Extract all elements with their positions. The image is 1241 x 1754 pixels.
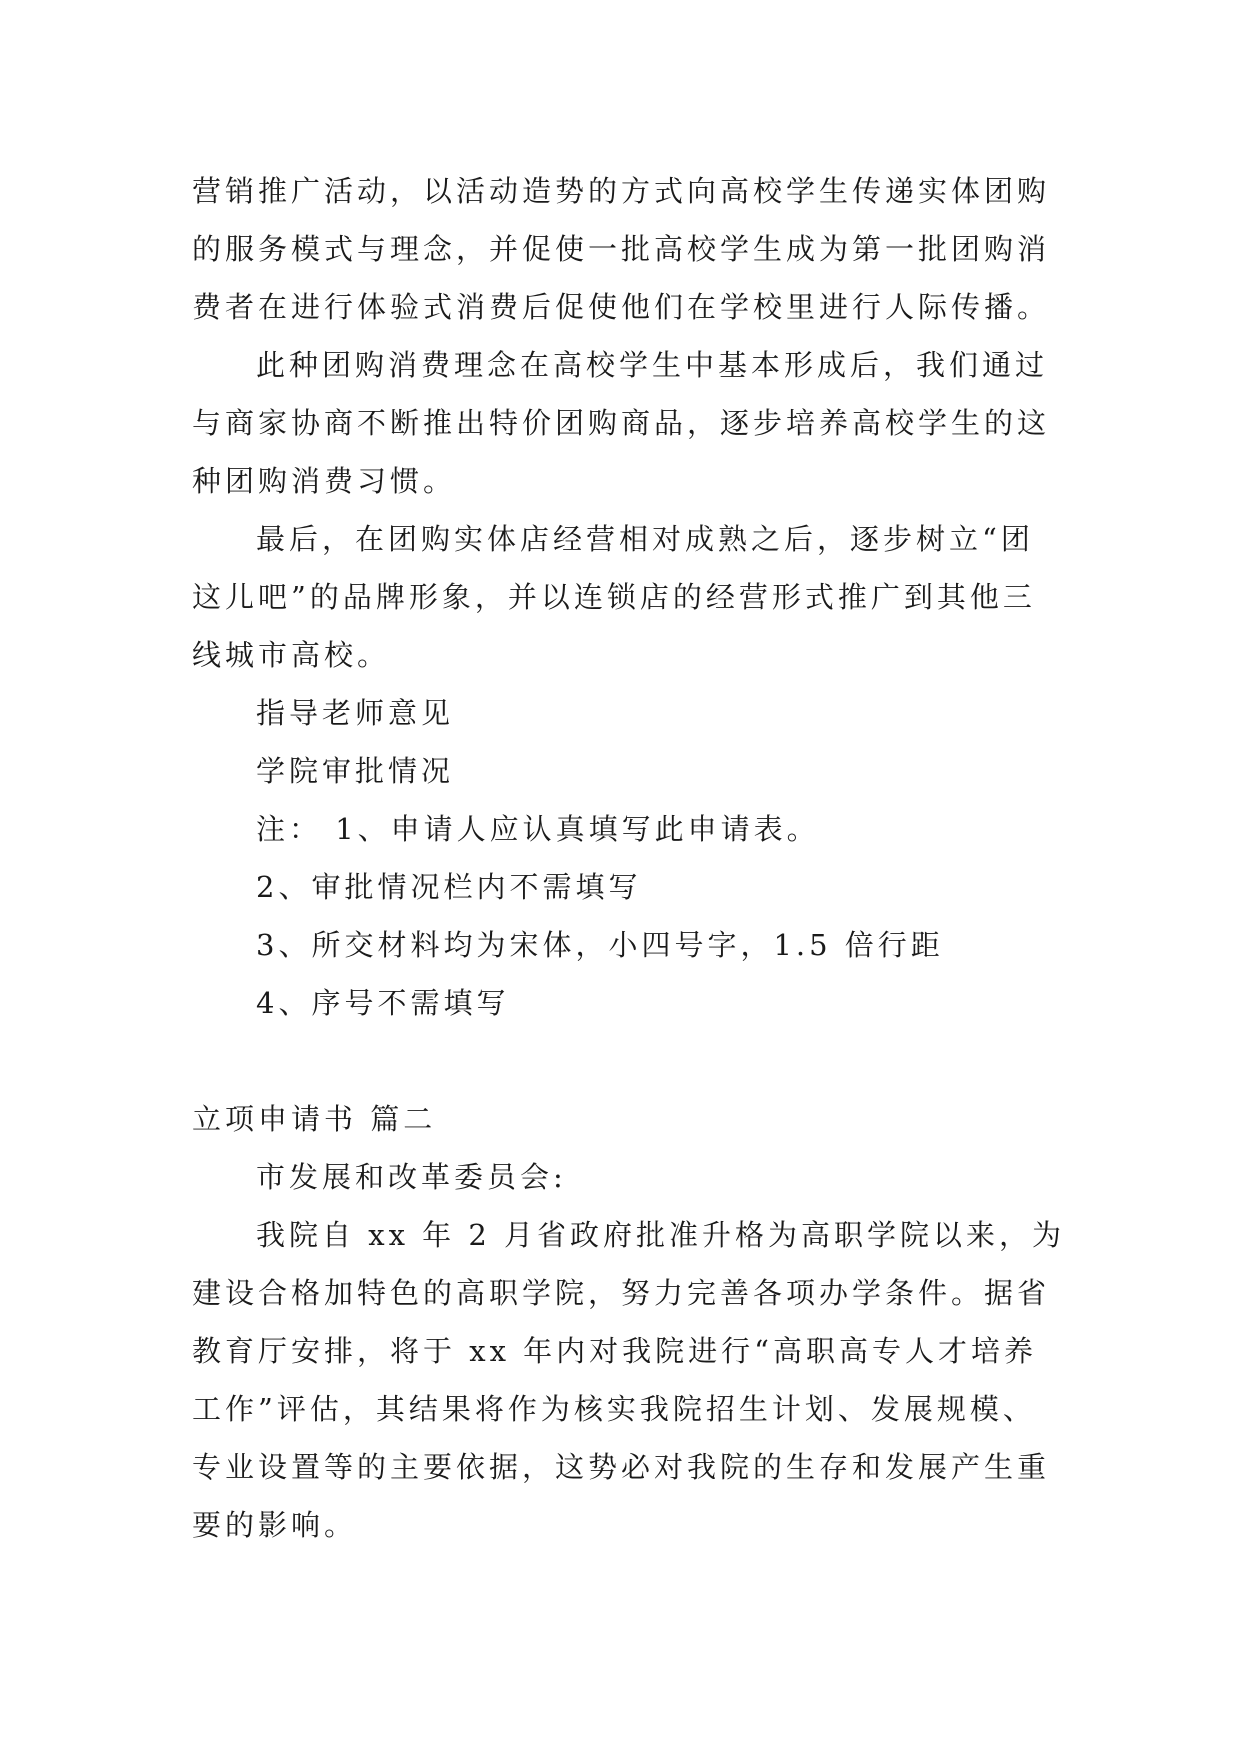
college-approval-label: 学院审批情况 <box>256 754 455 788</box>
advisor-opinion-label: 指导老师意见 <box>256 696 455 730</box>
text-line: 线城市高校。 <box>192 638 391 672</box>
text-line: 种团购消费习惯。 <box>192 464 457 498</box>
text-line: 建设合格加特色的高职学院，努力完善各项办学条件。据省 <box>192 1276 1051 1310</box>
text-line: 我院自 xx 年 2 月省政府批准升格为高职学院以来，为 <box>256 1218 1066 1252</box>
note-item: 注： 1、申请人应认真填写此申请表。 <box>256 812 820 846</box>
paragraph-promotion <box>192 162 1072 336</box>
text-line: 费者在进行体验式消费后促使他们在学校里进行人际传播。 <box>192 290 1051 324</box>
text-line: 专业设置等的主要依据，这势必对我院的生存和发展产生重 <box>192 1450 1051 1484</box>
paragraph-brand <box>192 510 1072 684</box>
salutation: 市发展和改革委员会: <box>256 1160 567 1194</box>
note-item: 2、审批情况栏内不需填写 <box>256 870 642 904</box>
text-line: 最后，在团购实体店经营相对成熟之后，逐步树立“团 <box>256 522 1034 556</box>
text-line: 要的影响。 <box>192 1508 358 1542</box>
document-body <box>192 162 1072 1554</box>
notes-list <box>192 800 1072 1032</box>
text-line: 与商家协商不断推出特价团购商品，逐步培养高校学生的这 <box>192 406 1051 440</box>
text-line: 工作”评估，其结果将作为核实我院招生计划、发展规模、 <box>192 1392 1036 1426</box>
note-item: 4、序号不需填写 <box>256 986 510 1020</box>
text-line: 营销推广活动，以活动造势的方式向高校学生传递实体团购 <box>192 174 1051 208</box>
section-heading: 立项申请书 篇二 <box>192 1102 437 1136</box>
text-line: 的服务模式与理念，并促使一批高校学生成为第一批团购消 <box>192 232 1051 266</box>
paragraph-application <box>192 1206 1072 1554</box>
paragraph-consumption-habit <box>192 336 1072 510</box>
section-spacer <box>192 1032 1072 1090</box>
text-line: 教育厅安排，将于 xx 年内对我院进行“高职高专人才培养 <box>192 1334 1037 1368</box>
text-line: 此种团购消费理念在高校学生中基本形成后，我们通过 <box>256 348 1049 382</box>
note-item: 3、所交材料均为宋体，小四号字，1.5 倍行距 <box>256 928 944 962</box>
text-line: 这儿吧”的品牌形象，并以连锁店的经营形式推广到其他三 <box>192 580 1036 614</box>
